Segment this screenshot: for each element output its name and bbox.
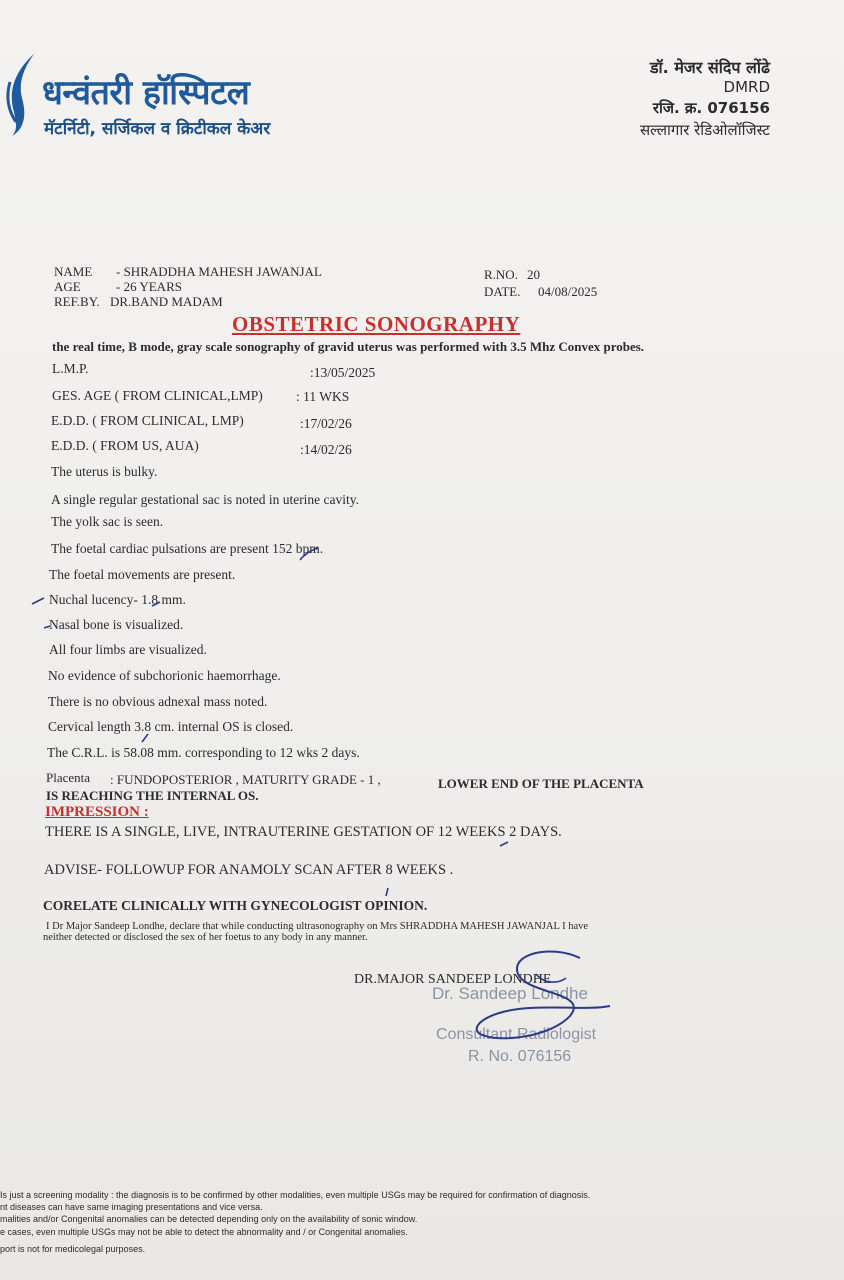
ref-label: REF.BY. — [54, 294, 100, 309]
printed-doctor-name: DR.MAJOR SANDEEP LONDHE — [354, 972, 552, 987]
stamp-name: Dr. Sandeep Londhe — [432, 984, 588, 1003]
finding-line: The yolk sac is seen. — [51, 514, 164, 529]
patient-name: - SHRADDHA MAHESH JAWANJAL — [116, 264, 322, 279]
report-title: OBSTETRIC SONOGRAPHY — [232, 312, 521, 336]
ref-by: DR.BAND MADAM — [110, 294, 223, 309]
finding-line: No evidence of subchorionic haemorrhage. — [48, 668, 281, 683]
placenta-note-2: IS REACHING THE INTERNAL OS. — [46, 788, 259, 803]
date-label: DATE. — [484, 284, 521, 299]
advise-text: ADVISE- FOLLOWUP FOR ANAMOLY SCAN AFTER 8 WEEKS . — [44, 862, 454, 878]
footer-line: nt diseases can have same imaging presentations and vice versa. — [0, 1202, 263, 1212]
edd-us-value: :14/02/26 — [300, 442, 352, 457]
finding-line: A single regular gestational sac is noted in uterine cavity. — [51, 492, 360, 507]
report-date: 04/08/2025 — [538, 284, 598, 299]
finding-line: The foetal cardiac pulsations are present 152 bpm. — [51, 541, 324, 556]
placenta-note-1: LOWER END OF THE PLACENTA — [438, 776, 644, 791]
impression-label: IMPRESSION : — [45, 804, 149, 820]
finding-line: Nasal bone is visualized. — [49, 617, 184, 632]
lmp-label: L.M.P. — [52, 361, 89, 376]
stamp-reg-no: R. No. 076156 — [468, 1048, 572, 1065]
finding-line: Cervical length 3.8 cm. internal OS is closed. — [48, 719, 294, 734]
ges-age-value: : 11 WKS — [296, 389, 350, 404]
finding-line: All four limbs are visualized. — [49, 642, 207, 657]
doctor-title-hindi: सल्लागार रेडिओलॉजिस्ट — [639, 121, 770, 139]
footer-line: malities and/or Congenital anomalies can be detected depending only on the availability of sonic window. — [0, 1214, 418, 1224]
footer-line: port is not for medicolegal purposes. — [0, 1244, 146, 1254]
rno-label: R.NO. — [484, 267, 518, 282]
finding-line: There is no obvious adnexal mass noted. — [48, 694, 268, 709]
placenta-label: Placenta — [46, 770, 91, 785]
ges-age-label: GES. AGE ( FROM CLINICAL,LMP) — [52, 388, 263, 403]
finding-line: The foetal movements are present. — [49, 567, 236, 582]
patient-age: - 26 YEARS — [116, 279, 182, 294]
finding-line: Nuchal lucency- 1.8 mm. — [49, 592, 186, 607]
rno-value: 20 — [527, 267, 540, 282]
hospital-name: धन्वंतरी हॉस्पिटल — [42, 73, 250, 113]
hospital-subtitle: मॅटर्निटी, सर्जिकल व क्रिटीकल केअर — [44, 119, 271, 139]
intro-text: the real time, B mode, gray scale sonography of gravid uterus was performed with 3.5 Mhz Convex probes. — [52, 339, 645, 354]
finding-line: The uterus is bulky. — [51, 464, 158, 479]
age-label: AGE — [54, 279, 81, 294]
placenta-value: : FUNDOPOSTERIOR , MATURITY GRADE - 1 , — [110, 772, 381, 787]
footer-line: Is just a screening modality : the diagnosis is to be confirmed by other modalities, even multiple USGs may be required for confirmation of diagnosis. — [0, 1190, 591, 1200]
stamp-title: Consultant Radiologist — [436, 1026, 597, 1043]
declaration-line-2: neither detected or disclosed the sex of her foetus to any body in any manner. — [43, 932, 368, 943]
footer-line: e cases, even multiple USGs may not be able to detect the abnormality and / or Congenital anomalies. — [0, 1227, 408, 1237]
impression-text: THERE IS A SINGLE, LIVE, INTRAUTERINE GESTATION OF 12 WEEKS 2 DAYS. — [45, 824, 562, 840]
doctor-degree: DMRD — [723, 78, 770, 96]
declaration-line-1: I Dr Major Sandeep Londhe, declare that while conducting ultrasonography on Mrs SHRADDHA MAHESH JAWANJAL I have — [46, 921, 589, 932]
doctor-reg-no: रजि. क्र. 076156 — [652, 99, 770, 117]
doctor-name-hindi: डॉ. मेजर संदिप लोंढे — [649, 58, 770, 77]
edd-clinical-label: E.D.D. ( FROM CLINICAL, LMP) — [51, 413, 244, 428]
edd-clinical-value: :17/02/26 — [300, 416, 352, 431]
signature-icon — [440, 944, 640, 1054]
finding-line: The C.R.L. is 58.08 mm. corresponding to 12 wks 2 days. — [47, 745, 360, 760]
corelate-text: CORELATE CLINICALLY WITH GYNECOLOGIST OPINION. — [43, 898, 428, 913]
name-label: NAME — [54, 264, 93, 279]
lmp-value: :13/05/2025 — [310, 365, 376, 380]
edd-us-label: E.D.D. ( FROM US, AUA) — [51, 438, 199, 453]
